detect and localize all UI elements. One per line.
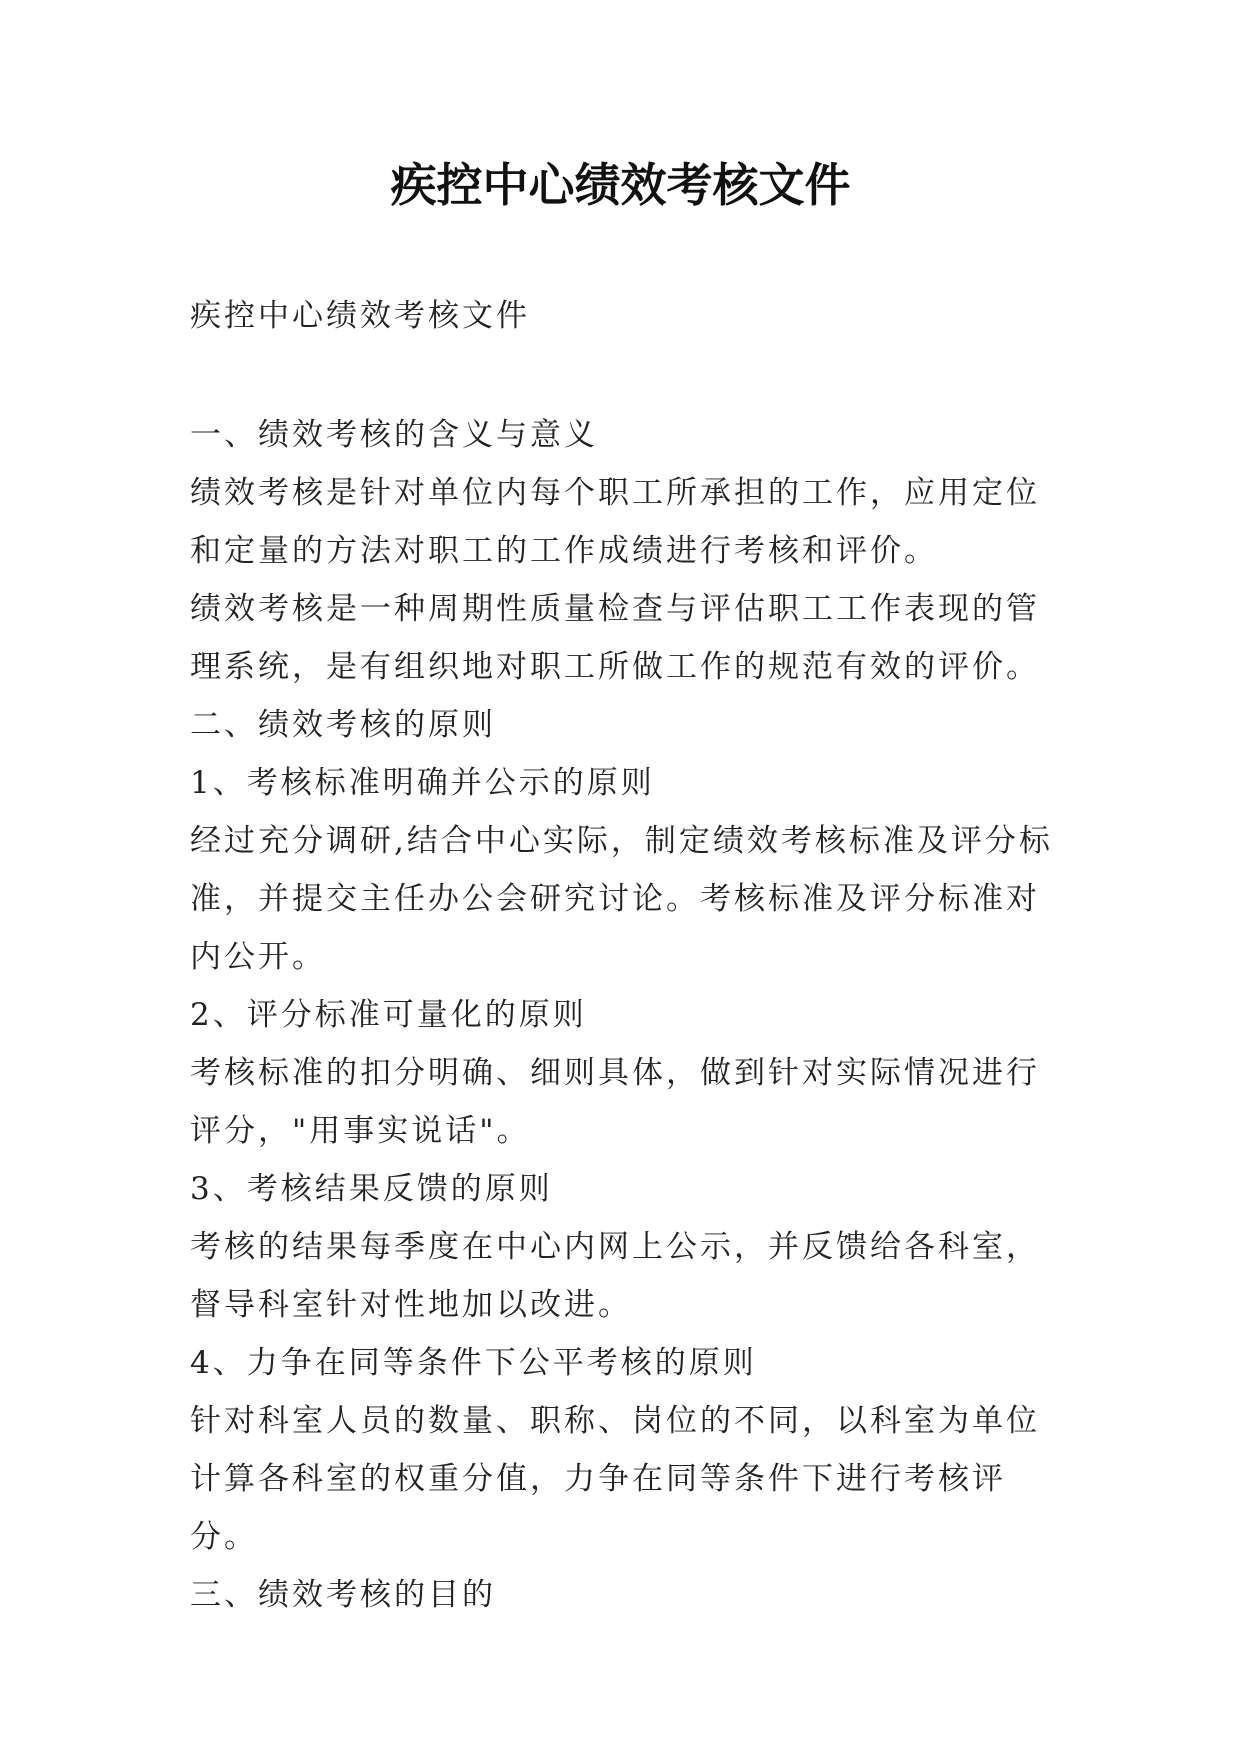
subsection-heading-1: 1、考核标准明确并公示的原则	[190, 765, 655, 801]
section-heading-2: 二、绩效考核的原则	[190, 707, 496, 743]
subsection-heading-4: 4、力争在同等条件下公平考核的原则	[190, 1345, 757, 1381]
paragraph: 绩效考核是一种周期性质量检查与评估职工工作表现的管理系统，是有组织地对职工所做工作的规范有效的评价。	[190, 591, 1040, 685]
paragraph: 考核标准的扣分明确、细则具体，做到针对实际情况进行评分，"用事实说话"。	[190, 1055, 1040, 1149]
paragraph: 经过充分调研,结合中心实际，制定绩效考核标准及评分标准，并提交主任办公会研究讨论。考核标准及评分标准对内公开。	[190, 823, 1053, 975]
subsection-heading-3: 3、考核结果反馈的原则	[190, 1171, 553, 1207]
document-title: 疾控中心绩效考核文件	[390, 158, 851, 212]
document-body	[190, 406, 1054, 1624]
section-heading-1: 一、绩效考核的含义与意义	[190, 417, 598, 453]
document-subtitle: 疾控中心绩效考核文件	[190, 298, 530, 334]
paragraph: 考核的结果每季度在中心内网上公示，并反馈给各科室，督导科室针对性地加以改进。	[190, 1229, 1040, 1323]
section-heading-3: 三、绩效考核的目的	[190, 1577, 496, 1613]
paragraph: 针对科室人员的数量、职称、岗位的不同，以科室为单位计算各科室的权重分值，力争在同等条件下进行考核评分。	[190, 1403, 1040, 1555]
subsection-heading-2: 2、评分标准可量化的原则	[190, 997, 587, 1033]
paragraph: 绩效考核是针对单位内每个职工所承担的工作，应用定位和定量的方法对职工的工作成绩进行考核和评价。	[190, 475, 1040, 569]
